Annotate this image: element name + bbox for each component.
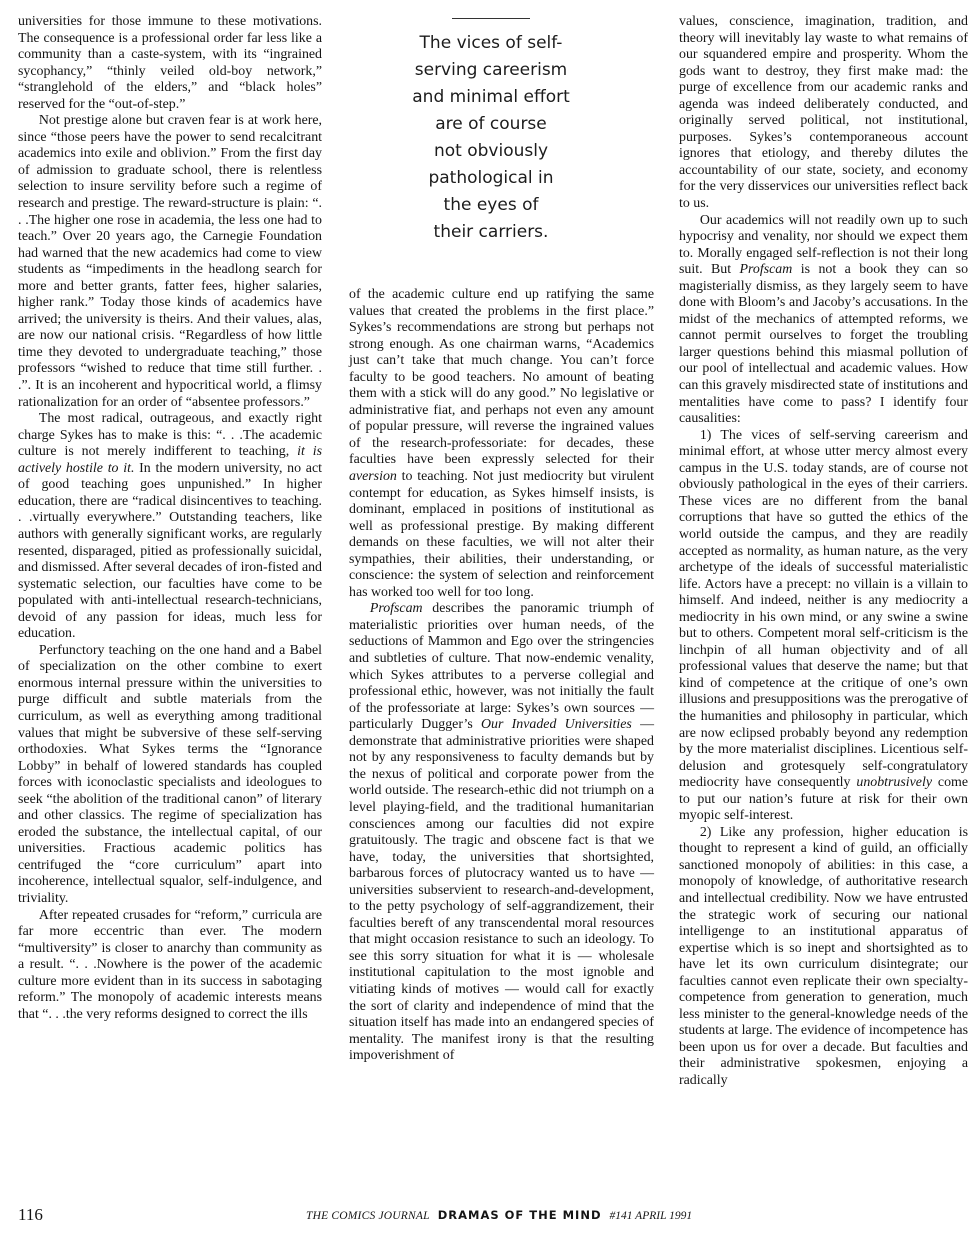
paragraph xyxy=(679,213,968,428)
emphasis: aversion xyxy=(349,469,397,485)
page-footer xyxy=(0,1205,980,1229)
pull-quote-line: are of course xyxy=(435,114,547,134)
emphasis: it is actively hostile to it. xyxy=(18,444,322,476)
pull-quote-line: serving careerism xyxy=(414,60,568,80)
text-run: The most radical, outrageous, and exactly right charge Sykes has to make is this: “. . .The academic culture is not merely indifferent to teaching, xyxy=(18,411,322,460)
text-run: to teaching. Not just mediocrity but virulent contempt for education, as Sykes himself insists, is dominant, emplaced in positions of institutional as well as professional prestige. By making different demands on these faculties, we will not alter their sympathies, their abilities, their understanding, or conscience: the system of selection and reinforcement has worked too well for too long. xyxy=(349,469,654,600)
magazine-name: THE COMICS JOURNAL xyxy=(306,1210,430,1222)
text-column-middle xyxy=(349,287,654,1065)
pull-quote-line: pathological in xyxy=(428,168,554,188)
page-number: 116 xyxy=(18,1205,43,1224)
paragraph: 2) Like any profession, higher education is thought to represent a kind of guild, an officially sanctioned monopoly of abilities: in this case, a monopoly of knowledge, of authoritative research and intellectual credibility. Now we have entrusted the strategic work of securing our national intelligenge to an institutional apparatus of expertise which is so inept and shortsighted as to have let its own curriculum disintegrate; our faculties cannot even replicate their own specialty-competence from generation to generation, much less minister to the general-knowledge needs of the students at large. The evidence of incompetence has been upon us for over a decade. But faculties and their administrative spokesmen, enjoying a radically xyxy=(679,824,968,1088)
text-run: Our academics will not readily own up to such hypocrisy and venality, nor should we expect them to. Morally engaged self-reflection is not their long suit. But xyxy=(679,212,968,278)
pull-quote-lines xyxy=(396,18,586,246)
running-footer xyxy=(306,1208,692,1222)
text-run: of the academic culture end up ratifying the same values that created the problems in the first place.” Sykes’s recommendations are strong but perhaps not strong enough. As one chairman warns, “Academics just can’t take that much change. You can’t force faculty to be good teachers. No amount of beating them with a stick will do any good.” No legislative or administrative fiat, and perhaps not even any amount of popular pressure, will reverse the ingrained values of the research-professoriate: for decades, these faculties have been expressly selected for their xyxy=(349,287,654,468)
text-column-left xyxy=(18,14,322,1023)
pull-quote-line: The vices of self- xyxy=(419,33,563,53)
feature-title: DRAMAS OF THE MIND xyxy=(437,1208,602,1222)
paragraph xyxy=(679,428,968,825)
emphasis: unobtrusively xyxy=(856,775,933,791)
pull-quote-line: and minimal effort xyxy=(412,87,570,107)
pull-quote-line: not obviously xyxy=(433,141,549,161)
text-run: 1) The vices of self-serving careerism and minimal effort, at whose utter mercy almost every campus in the U.S. today stands, are of course not obviously pathological in the eyes of their carriers. These vices are no different from the banal corruptions that have so gutted the ethics of the world outside the campus, and they are readily accepted as normality, as human nature, as the very archetype of the ideals of successful materialistic life. Actors have a precept: no villain is a villain to himself. And indeed, neither is any mediocrity a mediocrity in his own mind, or any swine a swine but to others. Competent moral self-criticism is the linchpin of all human objectivity and of all professional values that deserve the name; but that kind of competence at the critique of one’s own illusions and presuppositions was the prerogative of the humanities and philosophy in particular, which are now eclipsed probably beyond any redemption by the more materialist disciplines. Licentious self-delusion and grotesquely self-congratulatory mediocrity have consequently xyxy=(679,427,968,791)
pull-quote-line: the eyes of xyxy=(443,195,539,215)
text-run: is not a book they can so magisterially dismiss, as they largely seem to have done with Bloom’s and Jacoby’s accusations. In the midst of the mechanics of attempted reforms, we cannot permit ourselves to forget the troubling larger questions behind this miasmal pollution of our pool of intellectual and academic values. How can this gravely misdirected state of institutions and mentalities have come to pass? I identify four causalities: xyxy=(679,262,969,427)
paragraph: Not prestige alone but craven fear is at work here, since “those peers have the power to send recalcitrant academics into exile and oblivion.” From the first day of admission to graduate school, there is relentless selection to insure servility before such a regime of research and prestige. The reward-structure is plain: “. . .The higher one rose in academia, the less one had to teach.” Over 20 years ago, the Carnegie Foundation had warned that the new academics had come to view students as “impediments in the headlong search for more and better grants, fatter fees, higher salaries, higher rank.” Today those kinds of academics have arrived; the university is theirs. And their values, alas, are now our national crisis. “Regardless of how little time they devoted to undergraduate teaching,” those professors “wished to reduce that time still further. . .”. It is an incoherent and hypocritical world, a flimsy rationalization for an order of “absentee professors.” xyxy=(18,113,322,410)
text-run: describes the panoramic triumph of materialistic priorities over human needs, of the seductions of Mammon and Ego over the stringencies and subtleties of culture. That now-endemic venality, which Sykes attributes to a perverse collegial and professional ethic, however, was not initially the fault of the professoriate at large: Sykes’s own sources — particularly Dugger’s xyxy=(349,601,654,733)
paragraph: After repeated crusades for “reform,” curricula are far more eccentric than ever. The modern “multiversity” is closer to anarchy than community as a result. “. . .Nowhere is the power of the academic culture more evident than in its success in sabotaging reform.” The monopoly of academic interests means that “. . .the very reforms designed to correct the ills xyxy=(18,907,322,1022)
paragraph: values, conscience, imagination, tradition, and theory will inevitably lay waste to what remains of our squandered empire and prosperity. Whom the gods want to destroy, they first make mad: the purge of excellence from our academic ranks and agenda was indeed deliberately conducted, and originally served political, not institutional, purposes. Sykes’s contemporaneous account ignores that etiology, and thereby dilutes the accountability of our state, society, and economy for the very disservices our universities reflect back to us. xyxy=(679,14,968,212)
paragraph xyxy=(349,287,654,601)
emphasis: Our Invaded Universities xyxy=(481,717,632,733)
text-run: come to put our nation’s future at risk for their own myopic self-interest. xyxy=(679,775,968,824)
pull-quote-line: their carriers. xyxy=(433,222,549,242)
emphasis: Profscam xyxy=(739,262,793,278)
paragraph xyxy=(18,411,322,643)
pull-quote xyxy=(396,18,586,246)
text-column-right xyxy=(679,14,968,1090)
paragraph: Perfunctory teaching on the one hand and a Babel of specialization on the other combine to exert enormous internal pressure within the universities to purge difficult and subtle materials from the curriculum, as well as everything among traditional values that might be subversive of these self-serving orthodoxies. What Sykes terms the “Ignorance Lobby” in behalf of lowered standards has coupled forces with iconoclastic specialists and ideologues to seek “the abolition of the traditional canon” of literary and other classics. The regime of specialization has eroded the substance, the intellectual capital, of our universities. Fractious academic politics has centrifuged the “core curriculum” apart into incoherence, intellectual squalor, self-indulgence, and triviality. xyxy=(18,642,322,906)
issue-info: #141 APRIL 1991 xyxy=(609,1210,693,1222)
text-run: In the modern university, no act of good teaching goes unpunished.” In higher education, there are “radical disincentives to teaching. . .virtually everywhere.” Outstanding teachers, like authors with generally significant works, are regularly resented, disparaged, pitied as professionally suicidal, and dismissed. After several decades of iron-fisted and systematic selection, our faculties have come to be populated with anti-intellectual research-technicians, devoid of any passion for ideas, much less for education. xyxy=(18,460,322,642)
paragraph: universities for those immune to these motivations. The consequence is a professional order far less like a community than a caste-system, with its “ingrained sycophancy,” “thinly veiled old-boy network,” “stranglehold of the elders,” and “black holes” reserved for the “out-of-step.” xyxy=(18,14,322,112)
paragraph xyxy=(349,601,654,1064)
emphasis: Profscam xyxy=(369,601,423,617)
text-run: — demonstrate that administrative priorities were shaped not by any responsiveness to faculty demands but by the nexus of political and corporate power from the world outside. The research-ethic did not triumph on a level playing-field, and the traditional humanitarian consciences among our faculties did not expire gratuitously. The tragic and obscene fact is that we have, today, the universities that shortsighted, barbarous forces of plutocracy wanted us to have — universities subservient to research-and-development, to the petty psychology of self-aggrandizement, their faculties bereft of any transcendental moral resources that might occasion resistance to such an ideology. To see this sorry situation for what it is — wholesale institutional capitulation to the most ignoble and vitiating kinds of motives — would call for exactly the sort of clarity and independence of mind that the situation itself has made into an endangered species of mentality. The manifest irony is that the resulting impoverishment of xyxy=(349,717,654,1064)
